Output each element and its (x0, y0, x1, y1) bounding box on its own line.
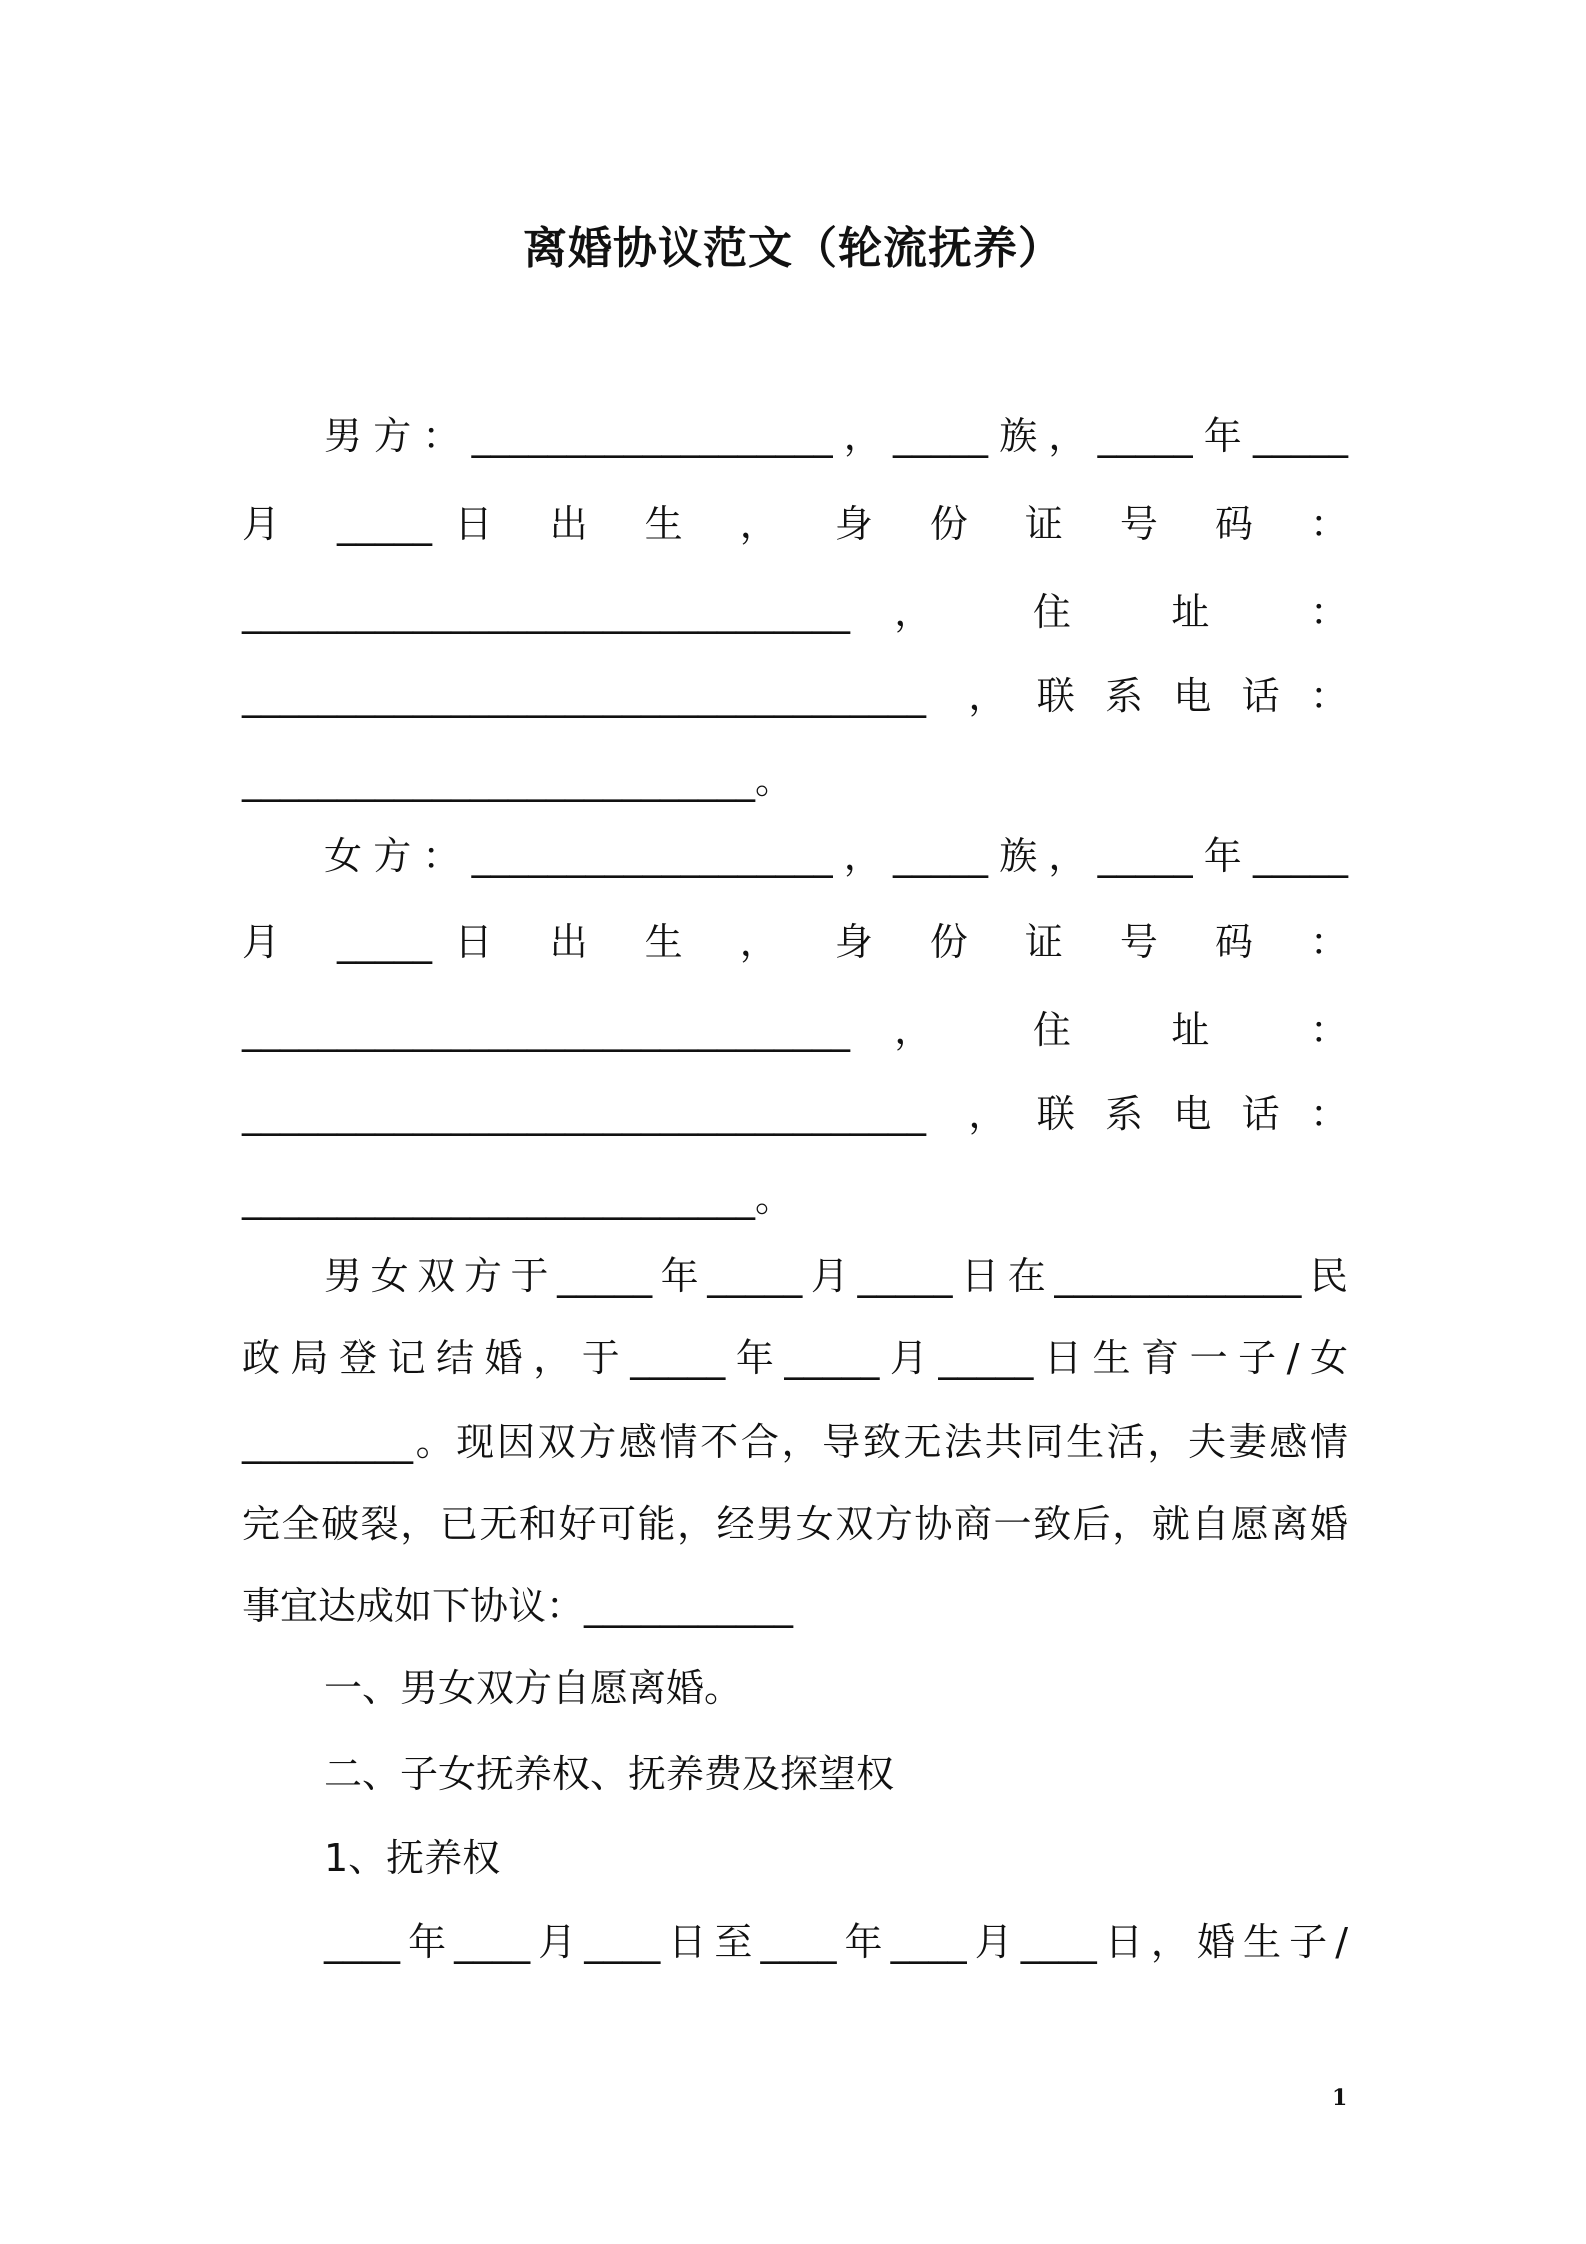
preamble-line-4: 完全破裂，已无和好可能，经男女双方协商一致后，就自愿离婚 (242, 1502, 1348, 1546)
female-party-line-1: 女方：___________________，_____族，_____年_____ (324, 834, 1348, 878)
clause-2-heading: 二、子女抚养权、抚养费及探望权 (324, 1752, 895, 1796)
male-party-line-3: ________________________________， 住 址 ： (242, 590, 1348, 634)
male-party-line-2: 月 _____日 出 生 ， 身 份 证 号 码 ： (242, 502, 1348, 546)
preamble-line-2: 政局登记结婚，于_____年_____月_____日生育一子/女 (242, 1336, 1348, 1380)
preamble-line-5: 事宜达成如下协议：___________ (242, 1584, 794, 1628)
page-number: 1 (1332, 2085, 1348, 2111)
female-party-line-5: ___________________________。 (242, 1176, 794, 1220)
male-party-line-5: ___________________________。 (242, 758, 794, 802)
subclause-1-heading: 1、抚养权 (324, 1836, 501, 1880)
male-party-line-1: 男方：___________________，_____族，_____年_____ (324, 414, 1348, 458)
female-party-line-2: 月 _____日 出 生 ， 身 份 证 号 码 ： (242, 920, 1348, 964)
female-party-line-4: ____________________________________ ，联系电话： (242, 1092, 1348, 1136)
preamble-line-3: _________。现因双方感情不合，导致无法共同生活，夫妻感情 (242, 1420, 1348, 1464)
female-party-line-3: ________________________________， 住 址 ： (242, 1008, 1348, 1052)
male-party-line-4: ____________________________________ ，联系电话： (242, 674, 1348, 718)
document-title: 离婚协议范文（轮流抚养） (523, 223, 1063, 274)
custody-line: ____年____月____日至____年____月____日，婚生子/ (324, 1920, 1348, 1964)
clause-1: 一、男女双方自愿离婚。 (324, 1666, 743, 1710)
preamble-line-1: 男女双方于_____年_____月_____日在_____________民 (324, 1254, 1348, 1298)
